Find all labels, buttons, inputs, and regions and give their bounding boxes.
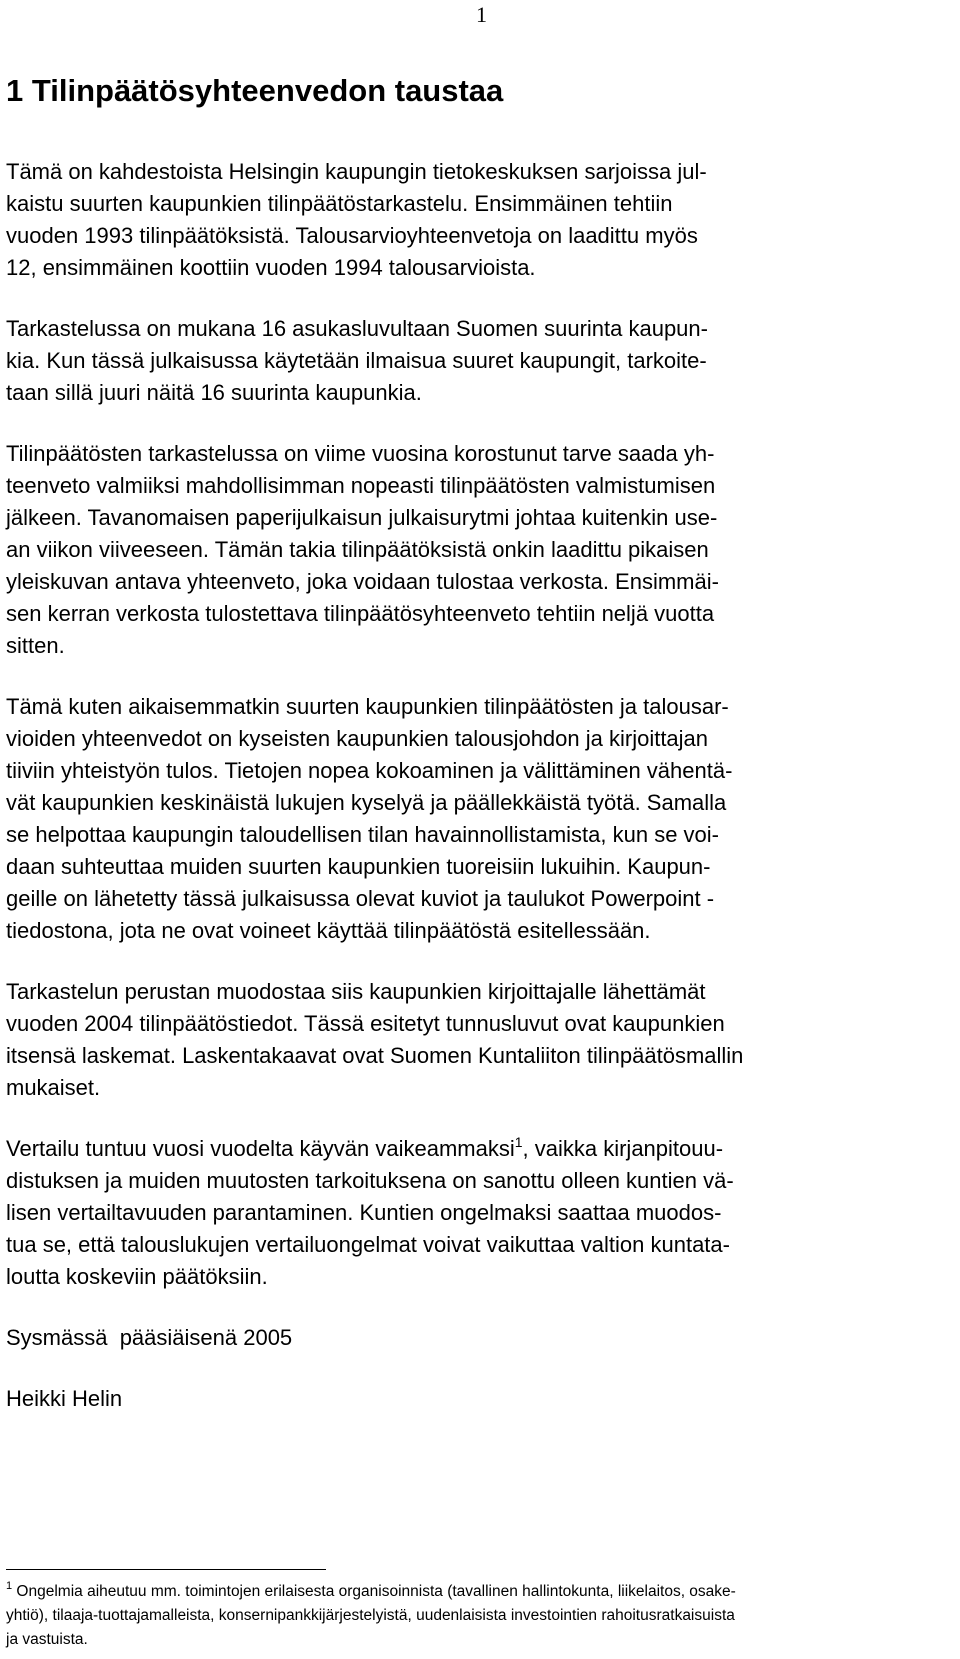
footnote-marker: 1 <box>6 1580 13 1592</box>
text-line: vuoden 2004 tilinpäätöstiedot. Tässä esitetyt tunnusluvut ovat kaupunkien <box>6 1011 725 1036</box>
text-line: sen kerran verkosta tulostettava tilinpäätösyhteenveto tehtiin neljä vuotta <box>6 601 715 626</box>
text-line: taan sillä juuri näitä 16 suurinta kaupunkia. <box>6 380 422 405</box>
footnote-line: yhtiö), tilaaja-tuottajamalleista, konsernipankkijärjestelyistä, uudenlaisista investointien rahoitusratkaisuista <box>6 1607 735 1624</box>
text-line: Tilinpäätösten tarkastelussa on viime vuosina korostunut tarve saada yh- <box>6 441 715 466</box>
footnote-divider <box>6 1569 326 1570</box>
text-line: teenveto valmiiksi mahdollisimman nopeasti tilinpäätösten valmistumisen <box>6 473 716 498</box>
author-name: Heikki Helin <box>6 1386 123 1411</box>
paragraph-intro <box>6 156 956 284</box>
text-line: geille on lähetetty tässä julkaisussa olevat kuviot ja taulukot Powerpoint - <box>6 886 715 911</box>
footnote-line: ja vastuista. <box>6 1631 88 1648</box>
text-line: 12, ensimmäinen koottiin vuoden 1994 talousarvioista. <box>6 255 536 280</box>
text-line: se helpottaa kaupungin taloudellisen tilan havainnollistamista, kun se voi- <box>6 822 720 847</box>
text-line: kaistu suurten kaupunkien tilinpäätöstarkastelu. Ensimmäinen tehtiin <box>6 191 673 216</box>
text-line: , vaikka kirjanpitouu- <box>522 1136 724 1161</box>
text-line: tiedostona, jota ne ovat voineet käyttää tilinpäätöstä esitellessään. <box>6 918 651 943</box>
paragraph-scope <box>6 313 956 409</box>
text-line: an viikon viiveeseen. Tämän takia tilinpäätöksistä onkin laadittu pikaisen <box>6 537 709 562</box>
footnote-reference[interactable]: 1 <box>514 1134 523 1150</box>
paragraph-cooperation <box>6 691 956 947</box>
text-line: mukaiset. <box>6 1075 101 1100</box>
text-line: Tarkastelun perustan muodostaa siis kaupunkien kirjoittajalle lähettämät <box>6 979 706 1004</box>
footnote <box>6 1580 956 1652</box>
text-line: Vertailu tuntuu vuosi vuodelta käyvän vaikeammaksi <box>6 1136 515 1161</box>
place-date: Sysmässä pääsiäisenä 2005 <box>6 1325 293 1350</box>
text-line: jälkeen. Tavanomaisen paperijulkaisun julkaisurytmi johtaa kuitenkin use- <box>6 505 718 530</box>
text-line: kia. Kun tässä julkaisussa käytetään ilmaisua suuret kaupungit, tarkoite- <box>6 348 707 373</box>
text-line: tua se, että talouslukujen vertailuongelmat voivat vaikuttaa valtion kuntata- <box>6 1232 730 1257</box>
text-line: daan suhteuttaa muiden suurten kaupunkien tuoreisiin lukuihin. Kaupun- <box>6 854 711 879</box>
text-line: yleiskuvan antava yhteenveto, joka voidaan tulostaa verkosta. Ensimmäi- <box>6 569 719 594</box>
text-line: Tämä kuten aikaisemmatkin suurten kaupunkien tilinpäätösten ja talousar- <box>6 694 729 719</box>
footnote-line: Ongelmia aiheutuu mm. toimintojen erilaisesta organisoinnista (tavallinen hallintokunta, liikelaitos, osake- <box>12 1583 736 1600</box>
page-number: 1 <box>476 2 487 27</box>
text-line: Tämä on kahdestoista Helsingin kaupungin tietokeskuksen sarjoissa jul- <box>6 159 707 184</box>
paragraph-comparability <box>6 1133 956 1293</box>
paragraph-data-basis <box>6 976 956 1104</box>
text-line: Tarkastelussa on mukana 16 asukasluvultaan Suomen suurinta kaupun- <box>6 316 708 341</box>
text-line: distuksen ja muiden muutosten tarkoituksena on sanottu olleen kuntien vä- <box>6 1168 734 1193</box>
text-line: loutta koskeviin päätöksiin. <box>6 1264 268 1289</box>
text-line: vät kaupunkien keskinäistä lukujen kyselyä ja päällekkäistä työtä. Samalla <box>6 790 727 815</box>
paragraph-summary-timing <box>6 438 956 662</box>
text-line: vuoden 1993 tilinpäätöksistä. Talousarvioyhteenvetoja on laadittu myös <box>6 223 698 248</box>
text-line: lisen vertailtavuuden parantaminen. Kuntien ongelmaksi saattaa muodos- <box>6 1200 722 1225</box>
text-line: sitten. <box>6 633 65 658</box>
section-heading: 1 Tilinpäätösyhteenvedon taustaa <box>6 73 504 108</box>
document-body <box>6 72 956 1444</box>
text-line: itsensä laskemat. Laskentakaavat ovat Suomen Kuntaliiton tilinpäätösmallin <box>6 1043 744 1068</box>
text-line: tiiviin yhteistyön tulos. Tietojen nopea kokoaminen ja välittäminen vähentä- <box>6 758 733 783</box>
text-line: vioiden yhteenvedot on kyseisten kaupunkien talousjohdon ja kirjoittajan <box>6 726 709 751</box>
